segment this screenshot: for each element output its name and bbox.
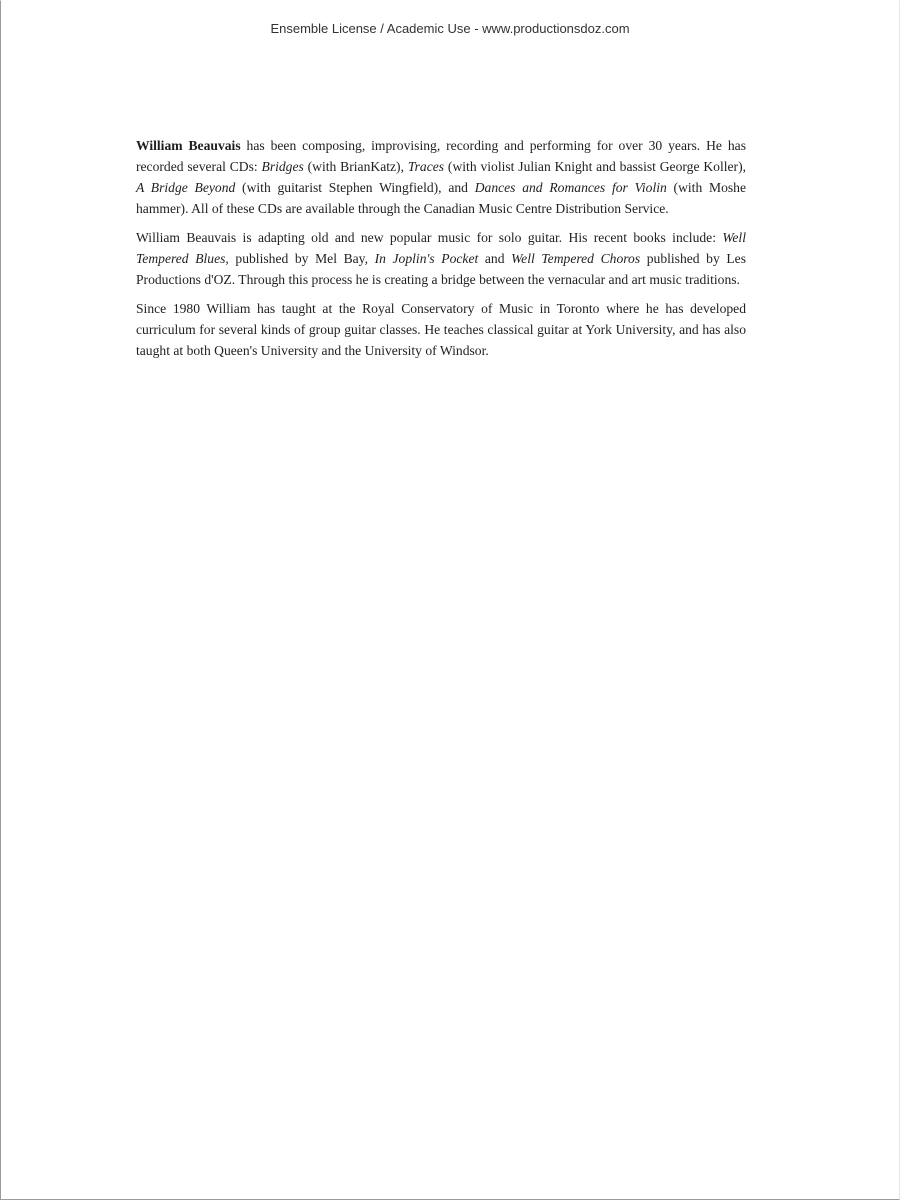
license-header: Ensemble License / Academic Use - www.productionsdoz.com [270,21,630,36]
bio-text: published by Les Productions d'OZ. Through this process he is creating a bridge between the vernacular and art music traditions. [136,251,747,287]
bio-text: has been composing, improvising, recording and performing for over 30 years. He has recorded several CDs: [136,138,747,174]
bio-text: (with guitarist Stephen Wingfield), and [235,180,475,195]
book-title: Well Tempered Blues [136,230,746,266]
book-title: Well Tempered Choros [511,251,641,266]
bio-text: , published by Mel Bay, [225,251,375,266]
book-title: In Joplin's Pocket [374,251,479,266]
bio-text: William Beauvais is adapting old and new popular music for solo guitar. His recent books include: [136,230,723,245]
cd-title: A Bridge Beyond [136,180,236,195]
bio-text: and [478,251,512,266]
bio-paragraph-3: Since 1980 William has taught at the Royal Conservatory of Music in Toronto where he has developed curriculum for several kinds of group guitar classes. He teaches classical guitar at York University, and has also taught at both Queen's University and the University of Windsor. [136,301,746,358]
cd-title: Bridges [261,159,304,174]
cd-title: Dances and Romances for Violin [474,180,667,195]
cd-title: Traces [407,159,445,174]
bio-paragraph-1 [136,135,746,219]
bio-text: (with Moshe hammer). All of these CDs are available through the Canadian Music Centre Distribution Service. [136,180,746,216]
composer-name: William Beauvais [136,138,241,153]
bio-paragraph-2 [136,227,746,290]
bio-text: (with BrianKatz), [303,159,408,174]
biography-text [136,135,746,369]
bio-text: (with violist Julian Knight and bassist George Koller), [444,159,746,174]
